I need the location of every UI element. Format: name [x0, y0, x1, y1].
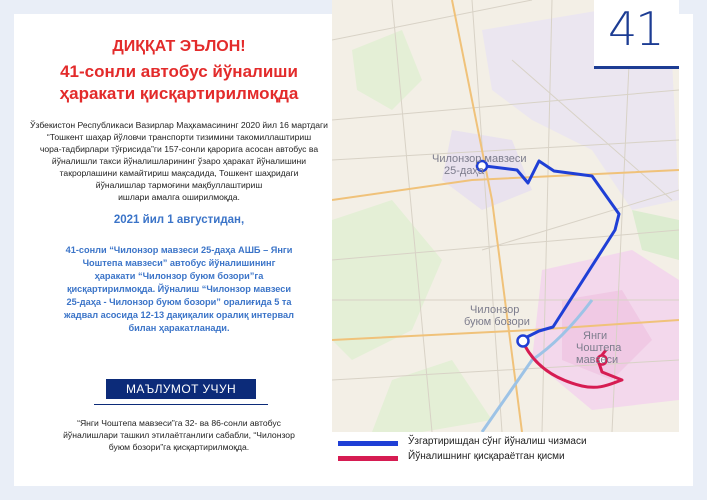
intro-line: йўналишли такси йўналишларининг ўзаро ҳаракат йўналишини [51, 156, 307, 166]
legend-kept-label: Ўзгартиришдан сўнг йўналиш чизмаси [408, 436, 587, 447]
intro-line: йўналишлар тармоғини мақбуллаштириш [95, 180, 263, 190]
details-line: ҳаракати “Чилонзор буюм бозори”га [94, 271, 264, 281]
headline-line-2: ҳаракати қисқартирилмоқда [59, 84, 299, 103]
legend-cut-label: Йўналишнинг қисқараётган қисми [408, 451, 565, 462]
label-start-1: Чилонзор мавзеси [432, 153, 527, 165]
route-map [332, 0, 679, 432]
legend-cut-swatch [338, 456, 398, 461]
details-line: Чоштепа мавзеси” автобус йўналишининг [82, 258, 276, 268]
headline-line-1: 41-сонли автобус йўналиши [60, 62, 298, 81]
info-line: йўналишлари ташкил этилаётганлиги сабабли, “Чилонзор [63, 430, 295, 440]
details-paragraph [34, 244, 324, 335]
intro-line: “Тошкент шаҳар йўловчи транспорти тизимини такомиллаштириш [46, 132, 312, 142]
label-end-2: Чоштепа [576, 342, 622, 354]
map-legend [332, 432, 679, 472]
label-end-3: мавзеси [576, 354, 619, 366]
intro-line: чора-тадбирлари тўғрисида”ги 157-сонли қарорига асосан автобус ва [39, 144, 319, 154]
details-line: жадвал асосида 12-13 дақиқалик оралиқ интервал [64, 310, 294, 320]
info-heading: МАЪЛУМОТ УЧУН [106, 379, 256, 399]
info-line: буюм бозори”га қисқартирилмоқда. [108, 442, 250, 452]
legend-kept-swatch [338, 441, 398, 446]
intro-line: Ўзбекистон Республикаси Вазирлар Маҳкамасининг 2020 йил 16 мартдаги [30, 120, 328, 130]
effective-date: 2021 йил 1 августидан, [113, 214, 245, 226]
intro-paragraph [14, 119, 344, 203]
info-line: “Янги Чоштепа мавзеси”га 32- ва 86-сонли автобус [77, 418, 281, 428]
label-mid-2: буюм бозори [464, 316, 530, 328]
details-line: қисқартирилмоқда. Йўналиш “Чилонзор мавзеси [66, 284, 292, 294]
notice-title: ДИҚҚАТ ЭЪЛОН! [112, 38, 246, 55]
notice-text-panel [14, 14, 344, 486]
label-end-1: Янги [583, 330, 608, 342]
info-paragraph [34, 417, 324, 453]
label-mid-1: Чилонзор [470, 304, 520, 316]
details-line: 41-сонли “Чилонзор мавзеси 25-даҳа АШБ – Янги [65, 245, 293, 255]
intro-line: ишлари амалга оширилмоқда. [118, 192, 240, 202]
details-line: 25-даҳа - Чилонзор буюм бозори” оралиғида 5 та [66, 297, 292, 307]
route-number-badge [594, 0, 679, 69]
intro-line: такрорлашини камайтириш мақсадида, Тошкент шаҳридаги [59, 168, 299, 178]
details-line: билан ҳаракатланади. [128, 323, 230, 333]
info-underline [94, 404, 268, 405]
route-number: 41 [608, 2, 663, 56]
new-terminal-marker [518, 336, 529, 347]
notice-headline [14, 61, 344, 105]
label-start-2: 25-даҳа [444, 165, 485, 177]
